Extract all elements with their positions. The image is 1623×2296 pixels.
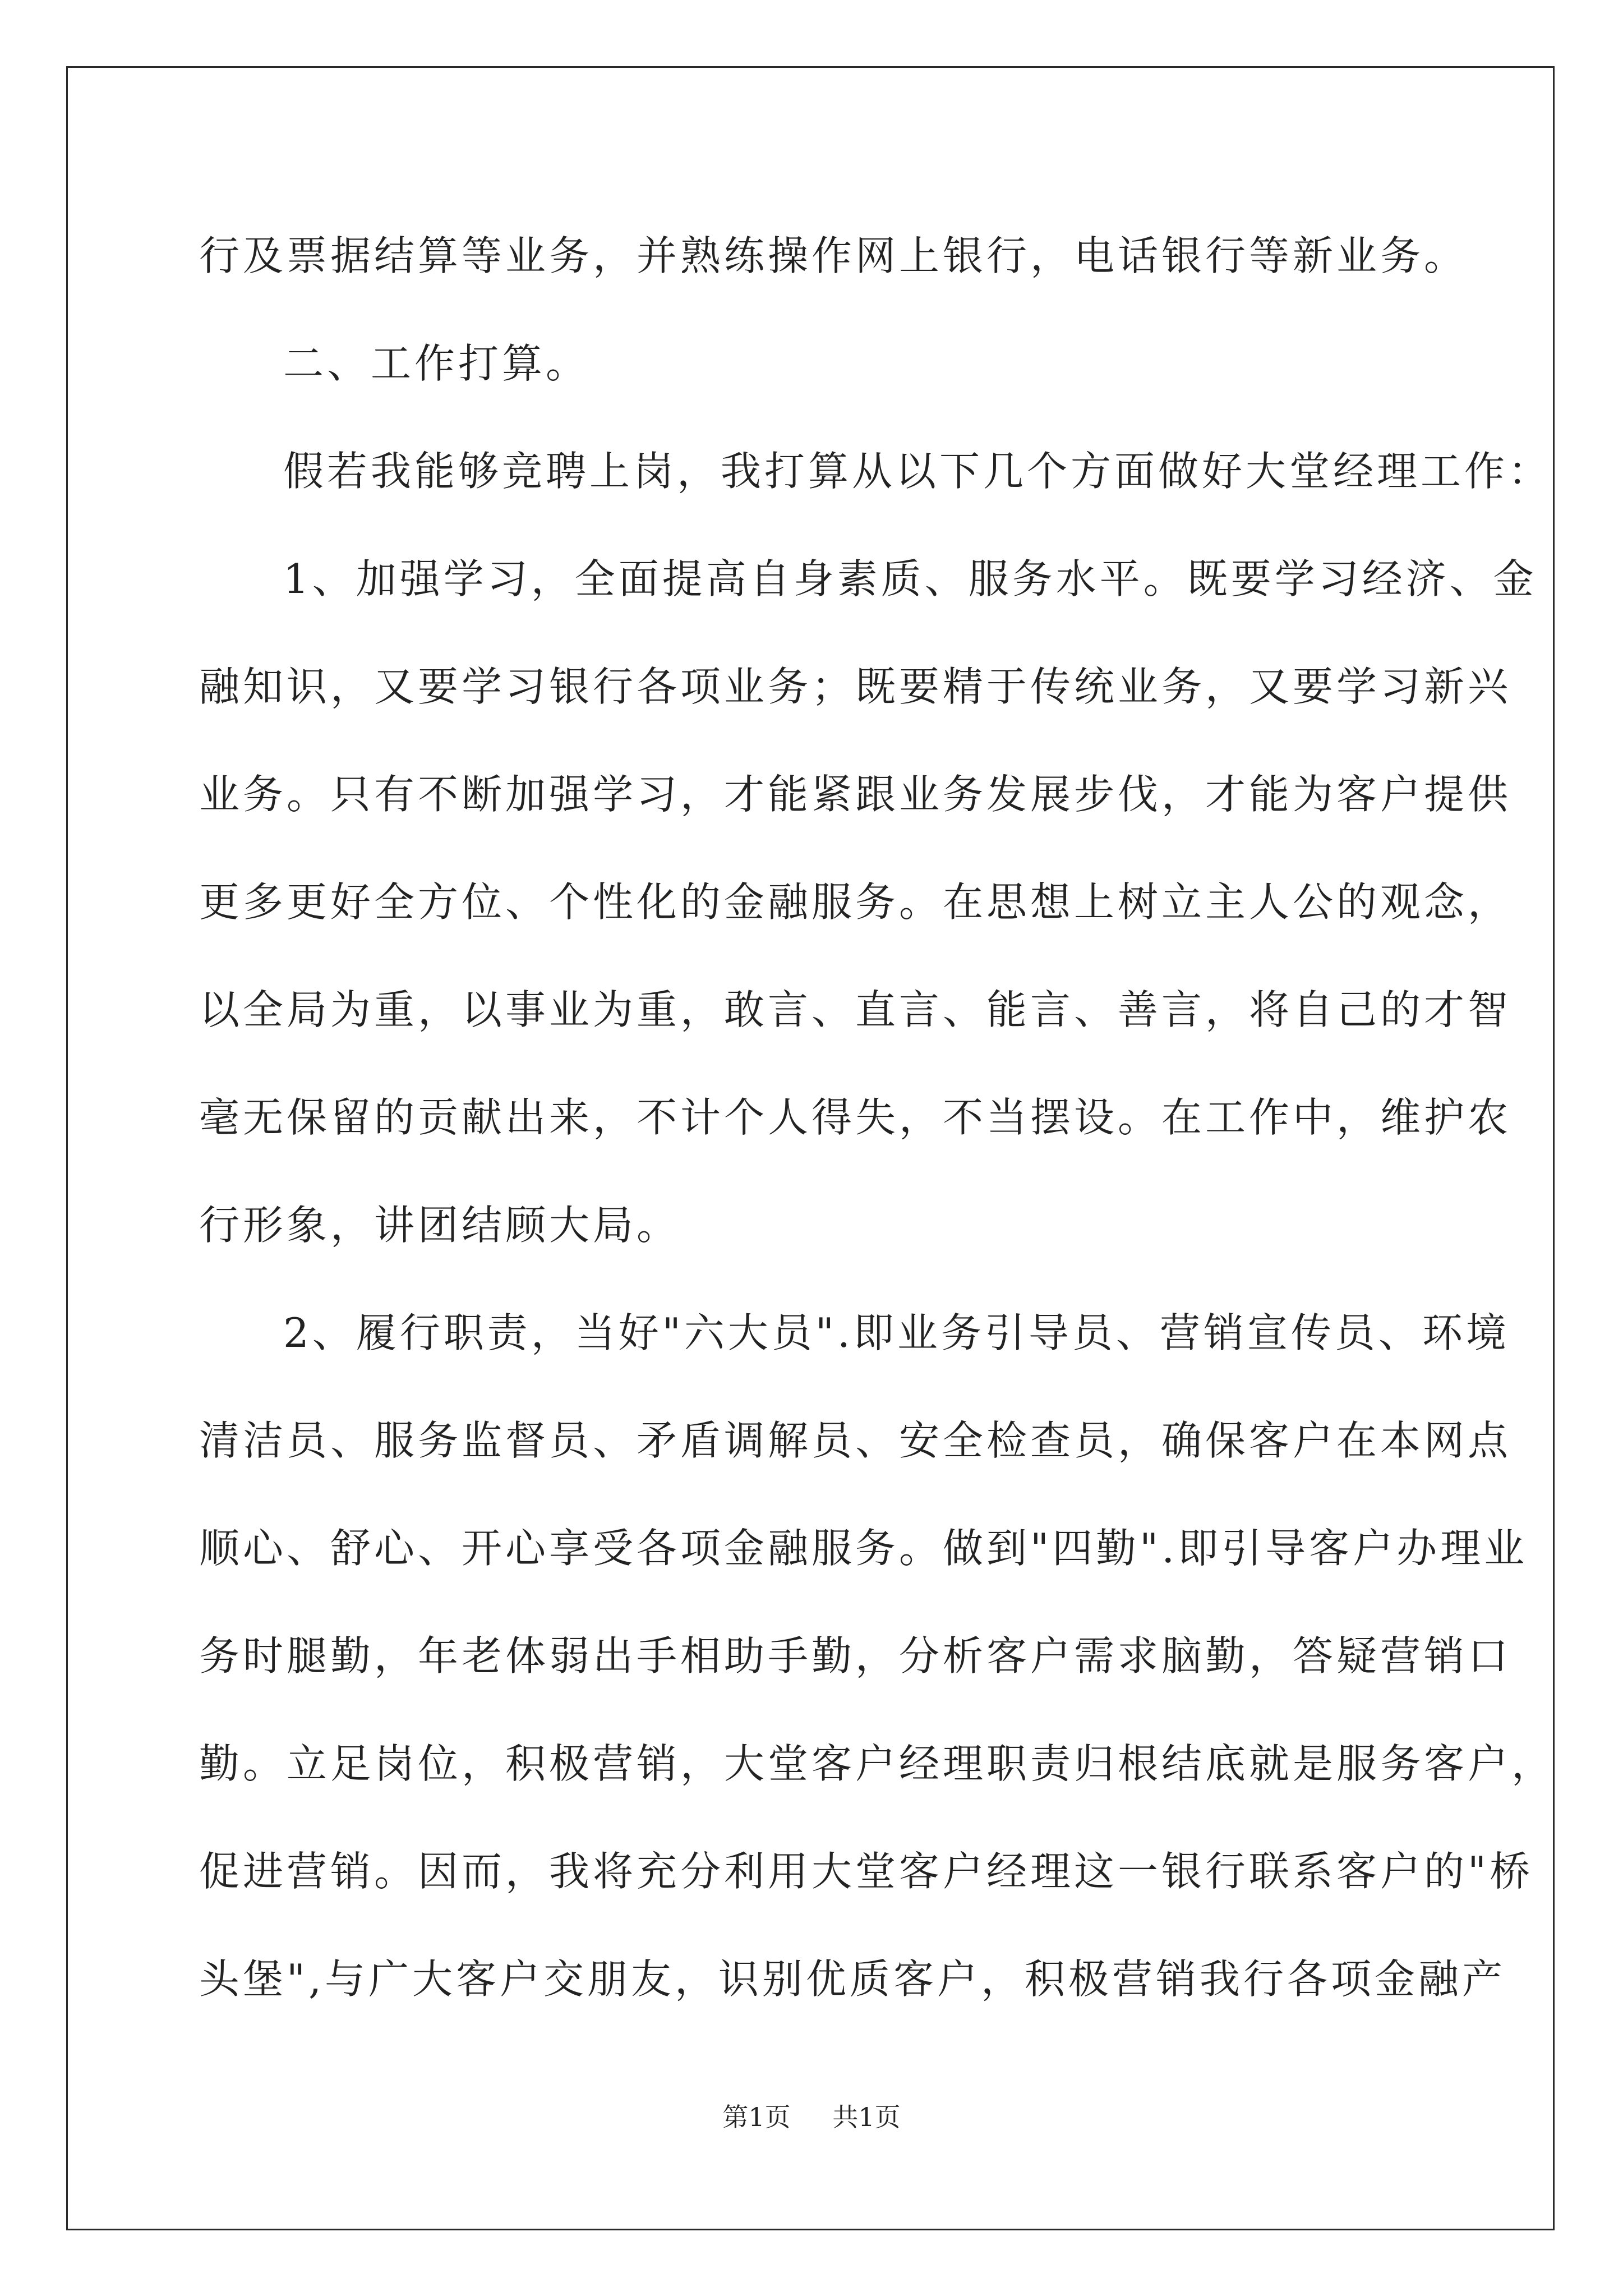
text-line: 促进营销。因而，我将充分利用大堂客户经理这一银行联系客户的"桥 [199, 1848, 1534, 1895]
text-line: 行形象，讲团结顾大局。 [199, 1202, 681, 1249]
page-footer [0, 2097, 1623, 2134]
text-line: 清洁员、服务监督员、矛盾调解员、安全检查员，确保客户在本网点 [199, 1417, 1512, 1464]
text-line: 二、工作打算。 [283, 340, 590, 387]
text-line: 勤。立足岗位，积极营销，大堂客户经理职责归根结底就是服务客户， [199, 1740, 1556, 1787]
text-line: 以全局为重，以事业为重，敢言、直言、能言、善言，将自己的才智 [199, 986, 1512, 1033]
text-line: 更多更好全方位、个性化的金融服务。在思想上树立主人公的观念， [199, 878, 1512, 926]
text-line: 毫无保留的贡献出来，不计个人得失，不当摆设。在工作中，维护农 [199, 1094, 1512, 1141]
text-line: 1、加强学习，全面提高自身素质、服务水平。既要学习经济、金 [283, 555, 1537, 602]
text-line: 融知识，又要学习银行各项业务；既要精于传统业务，又要学习新兴 [199, 663, 1512, 710]
page-number: 第1页 [722, 2102, 791, 2132]
text-line: 2、履行职责，当好"六大员".即业务引导员、营销宣传员、环境 [283, 1309, 1510, 1356]
page-total: 共1页 [832, 2102, 901, 2132]
text-line: 务时腿勤，年老体弱出手相助手勤，分析客户需求脑勤，答疑营销口 [199, 1632, 1512, 1680]
text-line: 行及票据结算等业务，并熟练操作网上银行，电话银行等新业务。 [199, 232, 1468, 279]
document-body [199, 202, 1556, 2033]
text-line: 假若我能够竞聘上岗，我打算从以下几个方面做好大堂经理工作： [283, 448, 1552, 495]
text-line: 头堡",与广大客户交朋友，识别优质客户，积极营销我行各项金融产 [199, 1955, 1506, 2003]
text-line: 业务。只有不断加强学习，才能紧跟业务发展步伐，才能为客户提供 [199, 771, 1512, 818]
text-line: 顺心、舒心、开心享受各项金融服务。做到"四勤".即引导客户办理业 [199, 1525, 1528, 1572]
